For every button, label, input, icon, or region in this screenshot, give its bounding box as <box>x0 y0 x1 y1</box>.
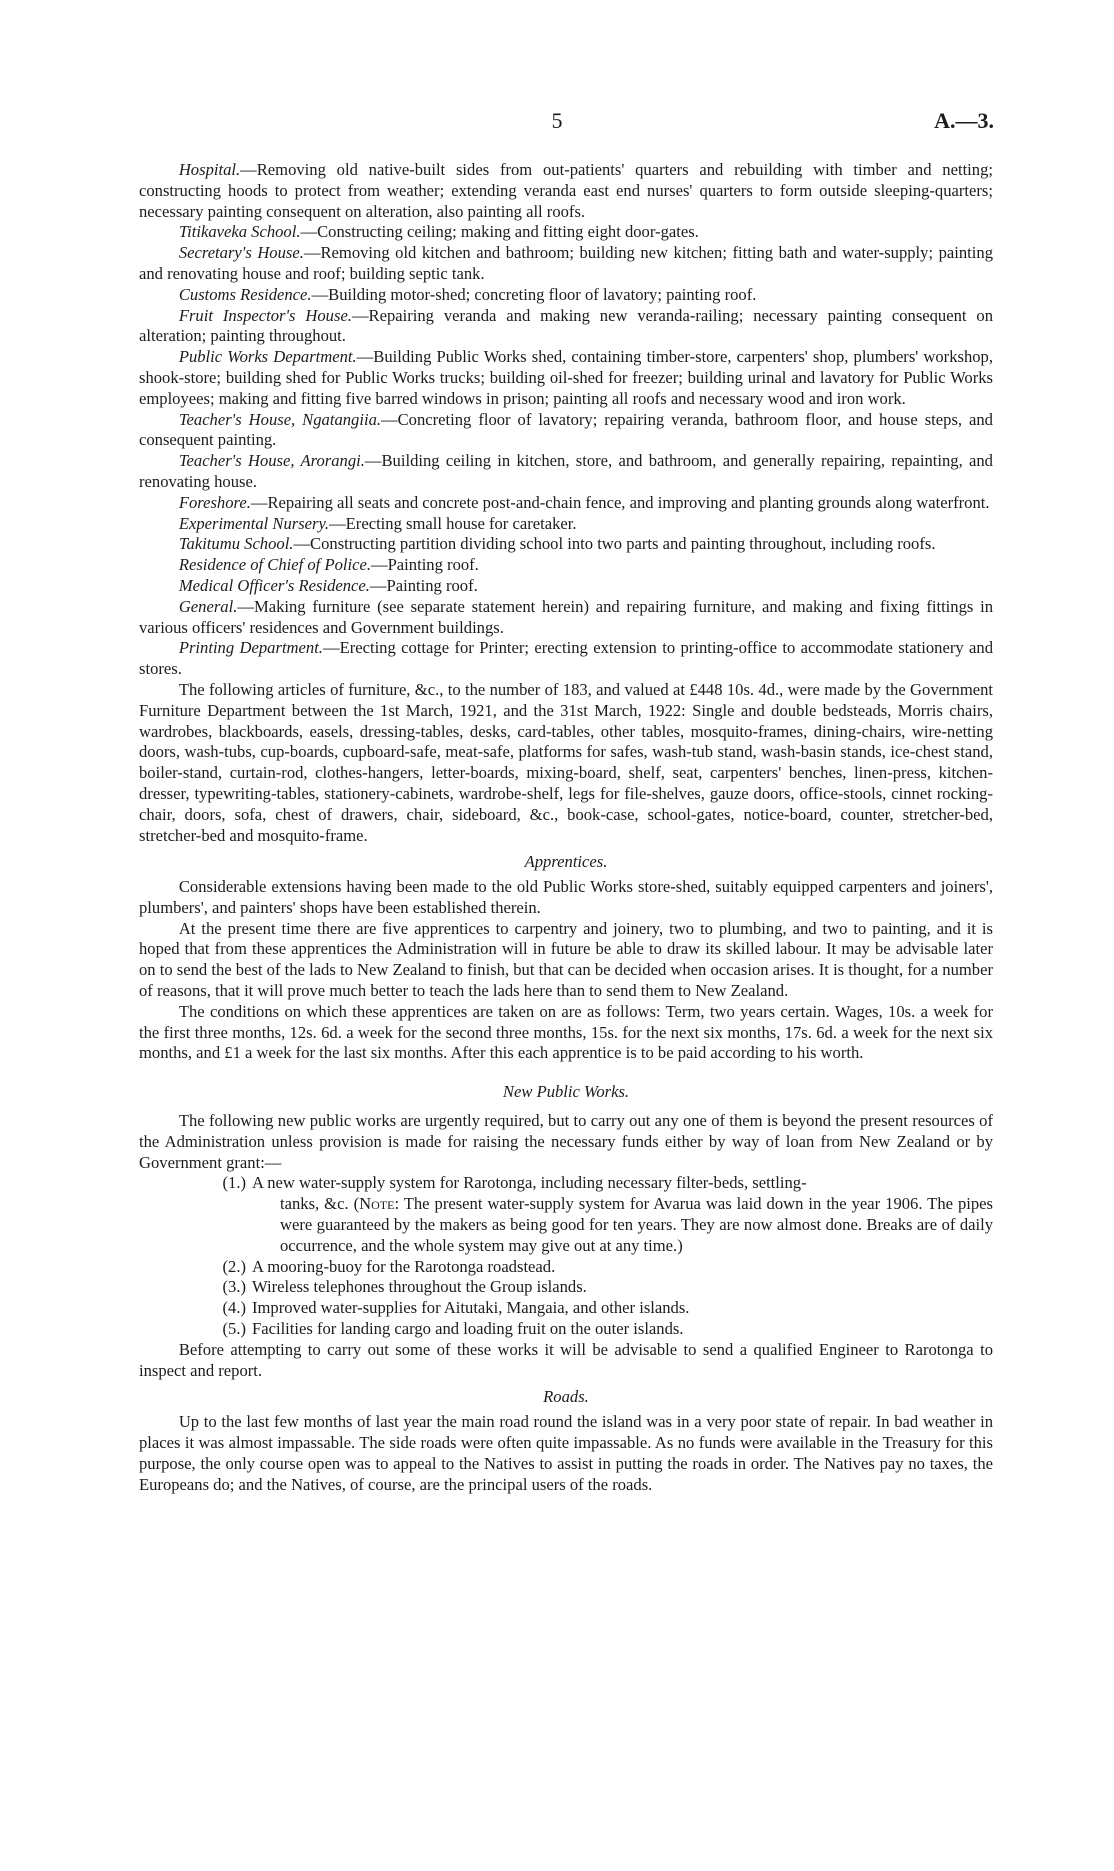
apprentices-heading: Apprentices. <box>524 852 608 872</box>
apprentices-paragraph: At the present time there are five apprentices to carpentry and joinery, two to plumbing, and two to painting, and it is hoped that from these apprentices the Administration will in future be able to draw its skilled labour. It may be advisable later on to send the best of the lads to New Zealand to finish, but that can be decided when occasion arises. It is thought, for a number of reasons, that it will prove much better to teach the lads here than to send them to New Zealand. <box>139 918 993 1001</box>
list-item: (2.) A mooring-buoy for the Rarotonga roadstead. <box>222 1256 556 1276</box>
new-public-works-closing: Before attempting to carry out some of these works it will be advisable to send a qualified Engineer to Rarotonga to inspect and report. <box>139 1339 993 1380</box>
entry-hospital: Hospital.—Removing old native-built sides from out-patients' quarters and rebuilding with timber and netting; constructing hoods to protect from weather; extending veranda east end nurses' quarters to form outside sleeping-quarters; necessary painting consequent on alteration, also painting all roofs. <box>139 160 993 221</box>
list-item: (5.) Facilities for landing cargo and loading fruit on the outer islands. <box>222 1319 684 1339</box>
list-item: (3.) Wireless telephones throughout the Group islands. <box>222 1277 587 1297</box>
entry-public-works-department: Public Works Department.—Building Public Works shed, containing timber-store, carpenters' shop, plumbers' workshop, shook-store; building shed for Public Works trucks; building oil-shed for freezer; building urinal and lavatory for Public Works employees; making and fitting five barred windows in prison; painting all roofs and necessary wood and iron work. <box>139 347 993 408</box>
new-public-works-heading: New Public Works. <box>502 1082 630 1102</box>
entry-fruit-inspectors-house: Fruit Inspector's House.—Repairing veranda and making new veranda-railing; necessary painting consequent on alteration; painting throughout. <box>139 305 993 346</box>
entry-secretarys-house: Secretary's House.—Removing old kitchen and bathroom; building new kitchen; fitting bath and water-supply; painting and renovating house and roof; building septic tank. <box>139 243 993 283</box>
furniture-paragraph: The following articles of furniture, &c., to the number of 183, and valued at £448 10s. 4d., were made by the Government Furniture Department between the 1st March, 1921, and the 31st March, 1922: Single and double bedsteads, Morris chairs, wardrobes, blackboards, easels, dressing-tables, desks, card-tables, other tables, mosquito-frames, dining-chairs, wire-netting doors, wash-tubs, cup-boards, cupboard-safe, meat-safe, platforms for safes, wash-tub stand, wash-basin stands, ice-chest stand, boiler-stand, curtain-rod, clothes-hangers, letter-boards, mixing-board, shelf, seat, carpenters' benches, linen-press, kitchen-dresser, typewriting-tables, stationery-cabinets, wardrobe-shelf, legs for file-shelves, gauze doors, office-stools, cinnet rocking-chair, doors, sofa, chest of drawers, chair, sideboard, &c., book-case, school-gates, notice-board, counter, stretcher-bed, stretcher-bed and mosquito-frame. <box>139 679 993 845</box>
entry-printing-department: Printing Department.—Erecting cottage for Printer; erecting extension to printing-office to accommodate stationery and stores. <box>139 638 993 679</box>
entry-experimental-nursery: Experimental Nursery.—Erecting small house for caretaker. <box>178 513 577 533</box>
entry-teachers-house-arorangi: Teacher's House, Arorangi.—Building ceiling in kitchen, store, and bathroom, and generally repairing, repainting, and renovating house. <box>139 451 993 491</box>
list-item: (4.) Improved water-supplies for Aitutaki, Mangaia, and other islands. <box>222 1298 690 1318</box>
entry-titikaveka-school: Titikaveka School.—Constructing ceiling; making and fitting eight door-gates. <box>178 222 699 242</box>
entry-takitumu-school: Takitumu School.—Constructing partition dividing school into two parts and painting throughout, including roofs. <box>178 534 936 554</box>
entry-medical-officers-residence: Medical Officer's Residence.—Painting roof. <box>178 575 478 595</box>
entry-residence-chief-of-police: Residence of Chief of Police.—Painting roof. <box>178 555 479 575</box>
entry-customs-residence: Customs Residence.—Building motor-shed; concreting floor of lavatory; painting roof. <box>178 284 757 304</box>
body-text <box>139 160 993 1495</box>
apprentices-paragraph: The conditions on which these apprentices are taken on are as follows: Term, two years certain. Wages, 10s. a week for the first three months, 12s. 6d. a week for the second three months, 15s. for the next six months, 17s. 6d. a week for the next six months, and £1 a week for the last six months. After this each apprentice is to be paid according to his worth. <box>139 1001 993 1063</box>
new-public-works-list <box>139 1173 993 1339</box>
entry-teachers-house-ngatangiia: Teacher's House, Ngatangiia.—Concreting floor of lavatory; repairing veranda, bathroom floor, and house steps, and consequent painting. <box>139 409 993 450</box>
new-public-works-intro: The following new public works are urgently required, but to carry out any one of them is beyond the present resources of the Administration unless provision is made for raising the necessary funds either by way of loan from New Zealand or by Government grant:— <box>139 1111 993 1172</box>
list-item: (1.) A new water-supply system for Rarotonga, including necessary filter-beds, settling- tanks, &c. (Note: The present water-supply system for Avarua was laid down in the year 1906. The pipes were guaranteed by the makers as being good for ten years. They are now almost done. Breaks are of daily occurrence, and the whole system may give out at any time.) <box>222 1173 993 1255</box>
document-reference: A.—3. <box>934 108 994 133</box>
roads-heading: Roads. <box>543 1387 589 1407</box>
roads-paragraph: Up to the last few months of last year the main road round the island was in a very poor state of repair. In bad weather in places it was almost impassable. The side roads were often quite impassable. As no funds were available in the Treasury for this purpose, the only course open was to appeal to the Natives to assist in putting the roads in order. The Natives pay no taxes, the Europeans do; and the Natives, of course, are the principal users of the roads. <box>139 1412 993 1494</box>
entry-general: General.—Making furniture (see separate statement herein) and repairing furniture, and making and fixing fittings in various officers' residences and Government buildings. <box>139 596 993 637</box>
apprentices-paragraph: Considerable extensions having been made to the old Public Works store-shed, suitably equipped carpenters and joiners', plumbers', and painters' shops have been established therein. <box>139 877 993 917</box>
entry-foreshore: Foreshore.—Repairing all seats and concrete post-and-chain fence, and improving and planting grounds along waterfront. <box>178 492 990 512</box>
works-entries <box>139 160 993 680</box>
page-number: 5 <box>551 108 563 133</box>
